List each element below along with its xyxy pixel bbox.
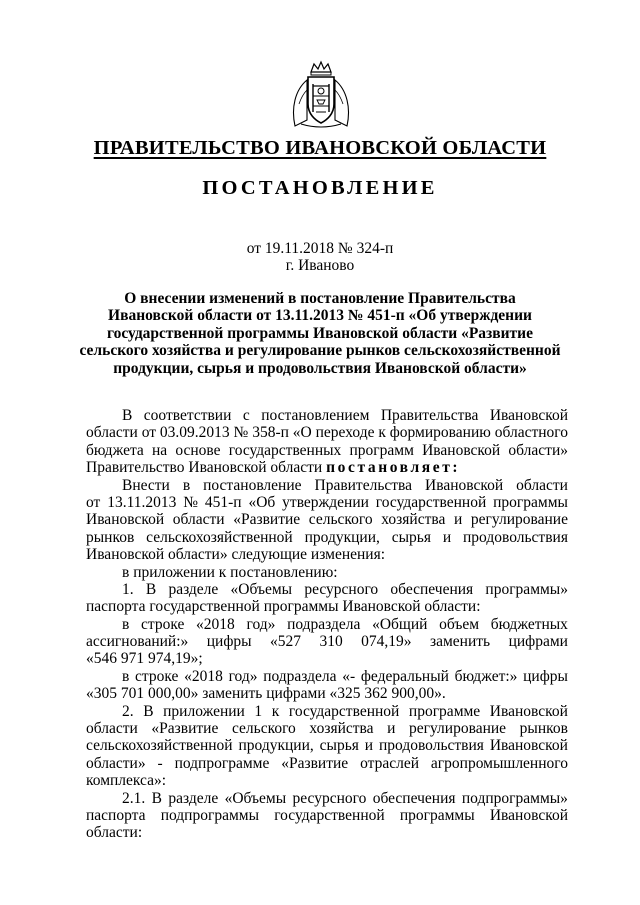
body-word: «Развитие (151, 720, 219, 738)
body-word: области (516, 476, 568, 494)
body-word: рынков (86, 528, 135, 546)
body-word: цифры (523, 667, 568, 685)
body-word: 310 (319, 633, 343, 651)
body-word: подпрограмме (174, 754, 270, 772)
body-word: на (151, 441, 168, 459)
body-word: и (364, 737, 374, 755)
body-word: ассигнований:» (86, 633, 189, 651)
body-line (86, 720, 568, 737)
body-word: № (183, 493, 199, 511)
body-word: цифры (206, 633, 252, 651)
body-word: области» (86, 754, 146, 772)
body-word: сырья (391, 528, 431, 546)
body-word: приложении (163, 702, 245, 720)
body-word: «Общий (372, 615, 428, 633)
body-word: государственной (288, 702, 400, 720)
body-line (86, 703, 568, 720)
body-word: хозяйства (309, 720, 374, 738)
body-word: бюджета (86, 441, 144, 459)
body-line (86, 494, 568, 511)
body-line (86, 790, 568, 807)
body-word: - (157, 754, 163, 772)
ivanovo-coat-of-arms-icon (289, 60, 353, 128)
body-word: основе (175, 441, 221, 459)
body-word: «- (342, 667, 356, 685)
body-word: и (387, 720, 396, 738)
body-word: 1. (122, 580, 134, 598)
body-word: В (122, 407, 133, 424)
body-word: В (145, 580, 157, 598)
body-word: Правительства (314, 476, 413, 494)
body-word: разделе (168, 580, 219, 598)
body-word: регулирование (470, 511, 568, 529)
body-word: области (86, 424, 138, 442)
body-word: строке (135, 667, 179, 685)
body-line (86, 755, 568, 772)
body-word: и (442, 528, 452, 546)
date-number: от 19.11.2018 № 324-п (246, 240, 394, 257)
government-name: ПРАВИТЕЛЬСТВО ИВАНОВСКОЙ ОБЛАСТИ (93, 137, 547, 159)
body-line (86, 511, 568, 528)
body-word: «Объемы (224, 789, 287, 807)
body-word: агропромышленного (430, 754, 568, 772)
body-word: отраслей (360, 754, 420, 772)
body-word: 2.1. (122, 789, 146, 807)
body-word: «527 (270, 633, 301, 651)
subject-line: продукции, сырья и продовольствия Ивановской области» (113, 359, 527, 377)
body-word: утверждении (282, 493, 369, 511)
body-word: хозяйства (381, 511, 446, 529)
body-word: Правительства (380, 407, 479, 424)
body-word: программ (349, 441, 414, 459)
body-word: ресурсного (292, 789, 367, 807)
body-word: «Объемы (230, 580, 293, 598)
body-word: продукции, (304, 528, 380, 546)
body-word: государственной (274, 806, 385, 824)
body-word: 2. (122, 702, 134, 720)
body-word: 451-п (204, 493, 242, 511)
body-word: Ивановской (489, 702, 568, 720)
body-word: 074,19» (361, 633, 412, 651)
body-word: «О (292, 424, 312, 442)
body-word: в (122, 667, 130, 685)
body-line (86, 407, 568, 424)
body-word: сельскохозяйственной (86, 737, 233, 755)
body-word: строке (141, 615, 185, 633)
body-word: Ивановской (86, 511, 165, 529)
body-word: программы (399, 806, 475, 824)
body-line (86, 668, 568, 685)
body-line: «305 701 000,00» заменить цифрами «325 362 900,00». (86, 685, 446, 703)
body-word: в (122, 615, 130, 633)
body-word: области» (508, 441, 568, 459)
body-line (86, 459, 568, 476)
document-type: ПОСТАНОВЛЕНИЕ (202, 177, 438, 199)
body-word: 03.09.2013 (159, 424, 230, 442)
body-word: 13.11.2013 (107, 493, 177, 511)
body-word: Ивановской (489, 407, 568, 424)
body-word: сельскохозяйственной (146, 528, 293, 546)
body-word: продукции, (238, 737, 314, 755)
subject-line: О внесении изменений в постановление Правительства (124, 290, 516, 307)
body-line (86, 616, 568, 633)
subject-line: Ивановской области от 13.11.2013 № 451-п «Об утверждении (108, 307, 532, 325)
body-word: цифрами (508, 633, 568, 651)
body-word: сырья (319, 737, 359, 755)
body-line-text: Правительство Ивановской области (86, 459, 323, 477)
body-word: сельского (231, 720, 296, 738)
body-word: объем (439, 615, 480, 633)
body-word: бюджет:» (454, 667, 518, 685)
body-word: Внести (122, 476, 170, 494)
body-word: обеспечения (390, 580, 474, 598)
body-word: заменить (429, 633, 491, 651)
body-word: постановление (203, 476, 302, 494)
body-word: год» (246, 615, 276, 633)
body-word: в (182, 476, 191, 494)
body-word: № (233, 424, 249, 442)
body-word: Ивановской (425, 476, 504, 494)
subject-line: государственной программы Ивановской области «Развитие (106, 324, 533, 342)
city: г. Иваново (285, 257, 355, 274)
body-word: программы (493, 493, 568, 511)
body-word: продовольствия (463, 528, 568, 546)
body-word: и (454, 511, 463, 529)
body-word: подпрограммы (160, 806, 259, 824)
body-word: «2018 (184, 667, 223, 685)
body-line: «546 971 974,19»; (86, 650, 203, 668)
body-word: к (378, 424, 386, 442)
body-word: «Развитие (233, 511, 301, 529)
body-word: Ивановской (422, 441, 501, 459)
body-word: Ивановской (489, 806, 568, 824)
body-word: бюджетных (490, 615, 568, 633)
body-word: государственных (228, 441, 342, 459)
body-word: Ивановской (489, 737, 568, 755)
body-line (86, 442, 568, 459)
decree-body (86, 407, 568, 842)
body-word: «Развитие (281, 754, 349, 772)
body-word: «Об (248, 493, 276, 511)
body-line (86, 424, 568, 441)
body-line (86, 633, 568, 650)
body-word: соответствии (143, 407, 232, 424)
body-line: области: (86, 824, 143, 842)
body-word: 358-п (252, 424, 289, 442)
body-line: Ивановской области» следующие изменения: (86, 546, 386, 564)
body-word: областного (494, 424, 568, 442)
body-word: области (172, 511, 225, 529)
body-word: переходе (315, 424, 375, 442)
body-word: формированию (389, 424, 491, 442)
body-word: к (271, 702, 280, 720)
body-word: обеспечения (372, 789, 456, 807)
body-word: от (86, 493, 101, 511)
body-word: области (86, 720, 138, 738)
body-line (86, 581, 568, 598)
body-word: сельского (308, 511, 373, 529)
body-word: подпрограммы» (461, 789, 568, 807)
body-word: рынков (519, 720, 568, 738)
body-word: регулирование (409, 720, 507, 738)
body-word: программы» (485, 580, 568, 598)
body-line: паспорта государственной программы Ивановской области: (86, 598, 481, 616)
body-word: постановлением (261, 407, 370, 424)
body-word: продовольствия (378, 737, 484, 755)
body-word: В (151, 789, 162, 807)
decree-action-word: постановляет: (326, 459, 461, 477)
body-word: разделе (168, 789, 219, 807)
body-word: ресурсного (304, 580, 379, 598)
body-word: 1 (254, 702, 263, 720)
body-word: федеральный (360, 667, 449, 685)
body-line (86, 807, 568, 824)
body-line (86, 737, 568, 754)
body-line (86, 529, 568, 546)
body-word: программе (408, 702, 481, 720)
body-word: год» (228, 667, 258, 685)
body-word: В (143, 702, 154, 720)
body-word: от (141, 424, 157, 442)
body-line (86, 477, 568, 494)
body-word: подраздела (287, 615, 361, 633)
body-line: комплекса»: (86, 772, 167, 790)
body-word: «2018 (196, 615, 235, 633)
body-line: в приложении к постановлению: (122, 563, 338, 581)
body-word: паспорта (86, 806, 146, 824)
body-word: государственной (375, 493, 487, 511)
body-word: с (242, 407, 250, 424)
decree-subject (60, 290, 580, 377)
body-word: подраздела (263, 667, 337, 685)
subject-line: сельского хозяйства и регулирование рынков сельскохозяйственной (79, 342, 561, 360)
